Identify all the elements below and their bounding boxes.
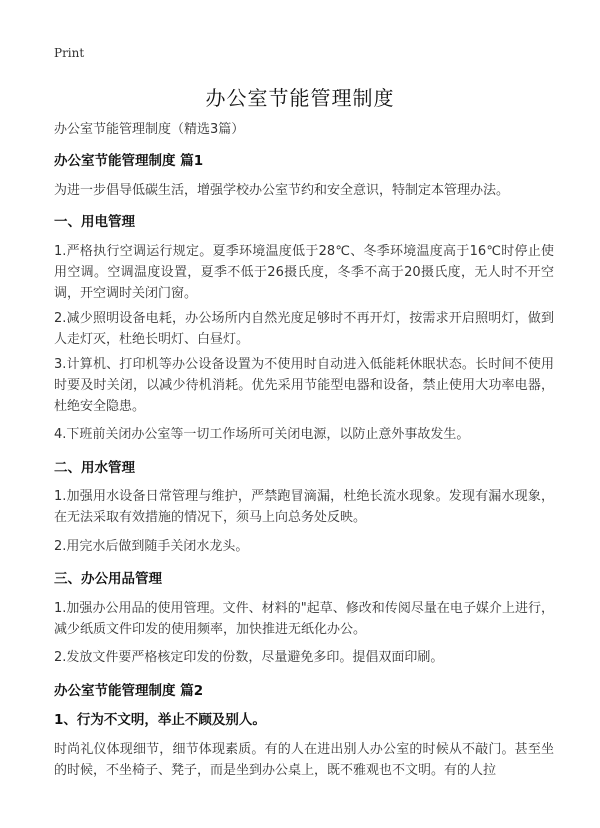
section-water-heading: 二、用水管理 (54, 460, 135, 476)
article-2-heading: 办公室节能管理制度 篇2 (54, 683, 204, 699)
water-paragraph-1: 1.加强用水设备日常管理与维护，严禁跑冒滴漏，杜绝长流水现象。发现有漏水现象，在无法采取有效措施的情况下，须马上向总务处反映。 (54, 489, 554, 525)
print-link[interactable]: Print (54, 46, 85, 60)
office-supplies-paragraph-1: 1.加强办公用品的使用管理。文件、材料的"起草、修改和传阅尽量在电子媒介上进行，减少纸质文件印发的使用频率，加快推进无纸化办公。 (54, 601, 554, 637)
section-electricity-heading: 一、用电管理 (54, 214, 135, 230)
electricity-paragraph-2: 2.减少照明设备电耗，办公场所内自然光度足够时不再开灯，按需求开启照明灯，做到人走灯灭，杜绝长明灯、白昼灯。 (54, 311, 554, 347)
office-supplies-paragraph-2: 2.发放文件要严格核定印发的份数，尽量避免多印。提倡双面印刷。 (54, 650, 444, 665)
article-2-section-1-heading: 1、行为不文明，举止不顾及别人。 (54, 712, 266, 728)
article-1-intro: 为进一步倡导低碳生活，增强学校办公室节约和安全意识，特制定本管理办法。 (54, 183, 510, 198)
electricity-paragraph-1: 1.严格执行空调运行规定。夏季环境温度低于28℃、冬季环境温度高于16℃时停止使用空调。空调温度设置，夏季不低于26摄氏度，冬季不高于20摄氏度，无人时不开空调，开空调时关闭门窗。 (54, 244, 554, 301)
article-1-heading: 办公室节能管理制度 篇1 (54, 153, 204, 169)
section-office-supplies-heading: 三、办公用品管理 (54, 571, 162, 587)
article-2-paragraph-1: 时尚礼仪体现细节，细节体现素质。有的人在进出别人办公室的时候从不敲门。甚至坐的时候，不坐椅子、凳子，而是坐到办公桌上，既不雅观也不文明。有的人拉 (54, 742, 554, 778)
electricity-paragraph-3: 3.计算机、打印机等办公设备设置为不使用时自动进入低能耗休眠状态。长时间不使用时要及时关闭，以减少待机消耗。优先采用节能型电器和设备，禁止使用大功率电器，杜绝安全隐患。 (54, 357, 554, 414)
document-subtitle: 办公室节能管理制度（精选3篇） (54, 122, 245, 137)
document-title: 办公室节能管理制度 (205, 86, 395, 110)
water-paragraph-2: 2.用完水后做到随手关闭水龙头。 (54, 539, 249, 554)
electricity-paragraph-4: 4.下班前关闭办公室等一切工作场所可关闭电源，以防止意外事故发生。 (54, 427, 470, 442)
